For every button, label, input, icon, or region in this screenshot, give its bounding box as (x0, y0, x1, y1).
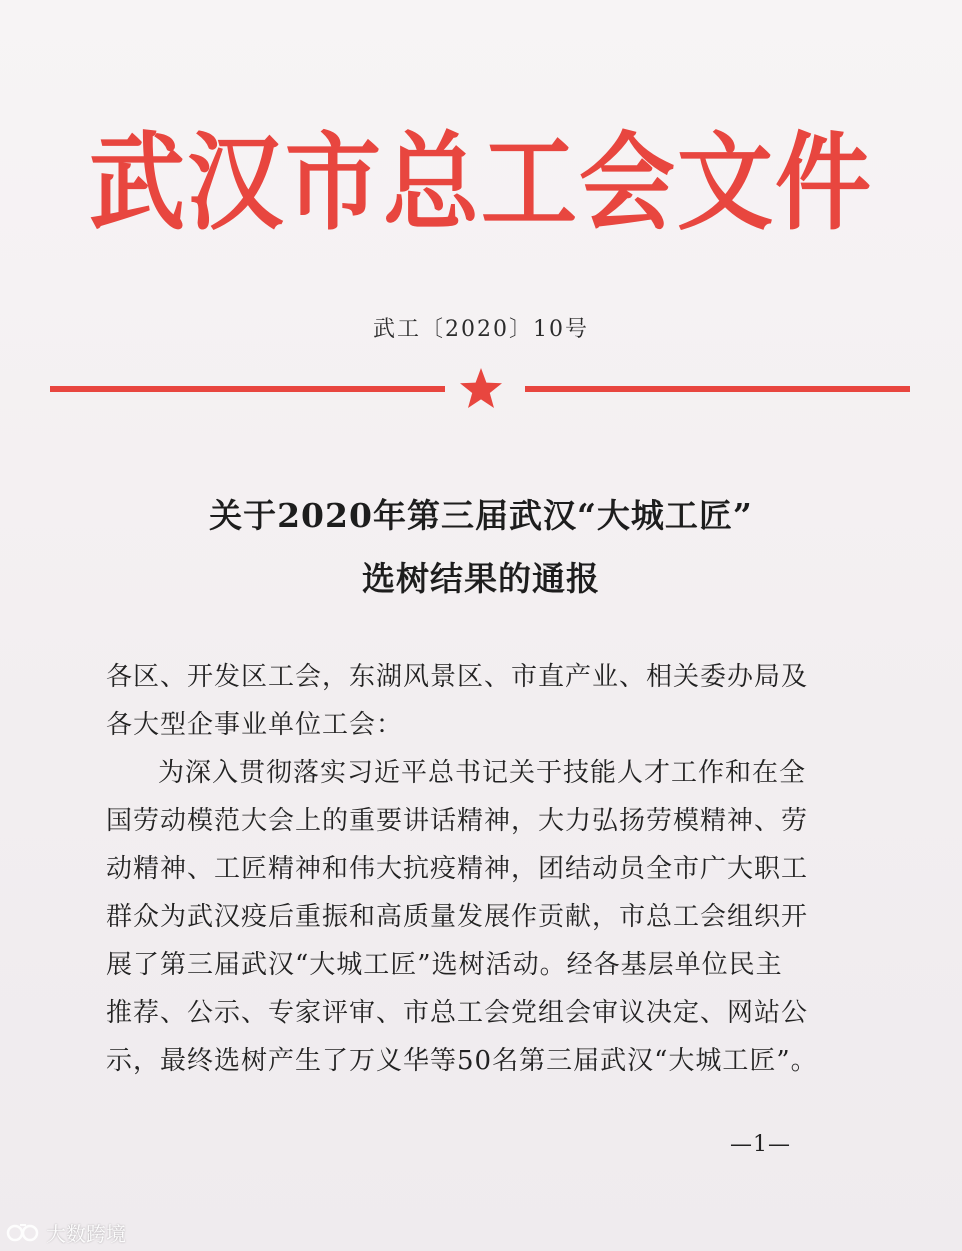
notice-title-line-2: 选树结果的通报 (362, 559, 600, 598)
page-number: —1— (730, 1132, 791, 1157)
document-number: 武工〔2020〕10号 (373, 317, 589, 342)
paragraph-line-5: 展了第三届武汉“大城工匠”选树活动。经各基层单位民主 (106, 950, 783, 980)
paragraph-line-1: 为深入贯彻落实习近平总书记关于技能人才工作和在全 (158, 758, 807, 788)
watermark-text: 大数跨境 (46, 1222, 126, 1246)
paragraph-line-4: 群众为武汉疫后重振和高质量发展作贡献，市总工会组织开 (106, 902, 809, 932)
paragraph-line-7: 示，最终选树产生了万义华等50名第三届武汉“大城工匠”。 (106, 1046, 818, 1076)
paragraph-line-6: 推荐、公示、专家评审、市总工会党组会审议决定、网站公 (106, 998, 809, 1028)
red-divider-right (525, 386, 910, 392)
paragraph-line-3: 动精神、工匠精神和伟大抗疫精神，团结动员全市广大职工 (106, 854, 809, 884)
document-header-title: 武汉市总工会文件 (89, 121, 873, 245)
notice-title-line-1: 关于2020年第三届武汉“大城工匠” (209, 496, 753, 535)
watermark (6, 1218, 126, 1247)
red-star-icon (458, 366, 504, 412)
red-divider-left (50, 386, 445, 392)
addressee-line-2: 各大型企事业单位工会： (106, 710, 404, 740)
addressee-line-1: 各区、开发区工会，东湖风景区、市直产业、相关委办局及 (106, 662, 809, 692)
brand-logo-icon (6, 1221, 42, 1245)
paragraph-line-2: 国劳动模范大会上的重要讲话精神，大力弘扬劳模精神、劳 (106, 806, 809, 836)
